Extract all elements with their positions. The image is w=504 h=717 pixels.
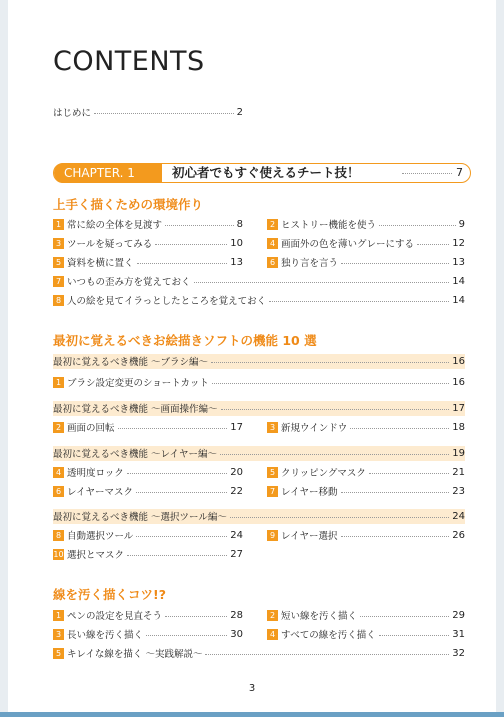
toc-group-heading[interactable] xyxy=(53,508,465,524)
entry-label: はじめに xyxy=(53,108,92,119)
number-badge: 4 xyxy=(267,629,278,640)
toc-entry[interactable] xyxy=(267,626,465,642)
entry-page: 13 xyxy=(230,256,243,268)
leader-dots xyxy=(136,536,227,537)
number-badge: 8 xyxy=(53,530,64,541)
toc-group-heading[interactable] xyxy=(53,353,465,369)
leader-dots xyxy=(127,555,227,556)
entry-label: すべての線を汚く描く xyxy=(281,630,376,641)
number-badge: 8 xyxy=(53,295,64,306)
leader-dots xyxy=(194,282,450,283)
leader-dots xyxy=(165,225,234,226)
entry-page: 19 xyxy=(452,447,465,459)
toc-entry[interactable] xyxy=(53,607,243,623)
entry-page: 14 xyxy=(452,275,465,287)
entry-page: 16 xyxy=(452,355,465,367)
entry-page: 22 xyxy=(230,485,243,497)
toc-entry[interactable] xyxy=(53,374,465,390)
toc-entry[interactable] xyxy=(53,626,243,642)
entry-label: ペンの設定を見直そう xyxy=(67,611,163,622)
chapter-banner[interactable] xyxy=(53,163,471,183)
entry-page: 12 xyxy=(452,237,465,249)
toc-entry[interactable] xyxy=(53,254,243,270)
entry-page: 23 xyxy=(452,485,465,497)
toc-entry[interactable] xyxy=(267,483,465,499)
entry-page: 10 xyxy=(230,237,243,249)
toc-entry[interactable] xyxy=(267,254,465,270)
entry-label: 画面外の色を薄いグレーにする xyxy=(281,239,415,250)
entry-page: 14 xyxy=(452,294,465,306)
number-badge: 6 xyxy=(53,486,64,497)
page xyxy=(8,0,496,717)
toc-entry[interactable] xyxy=(53,464,243,480)
number-badge: 1 xyxy=(53,610,64,621)
toc-entry[interactable] xyxy=(267,216,465,232)
leader-dots xyxy=(360,616,449,617)
entry-label: クリッピングマスク xyxy=(281,468,366,479)
number-badge: 2 xyxy=(53,422,64,433)
page-number: 3 xyxy=(248,683,256,694)
leader-dots xyxy=(341,263,449,264)
leader-dots xyxy=(94,113,234,114)
leader-dots xyxy=(137,263,228,264)
toc-entry[interactable] xyxy=(267,607,465,623)
leader-dots xyxy=(341,492,450,493)
entry-page: 27 xyxy=(230,548,243,560)
entry-label: 自動選択ツール xyxy=(67,531,134,542)
entry-page: 21 xyxy=(452,466,465,478)
toc-entry[interactable] xyxy=(53,483,243,499)
toc-entry[interactable] xyxy=(53,273,465,289)
entry-page: 8 xyxy=(236,218,243,230)
section-heading: 線を汚く描くコツ!? xyxy=(53,587,166,602)
toc-entry[interactable] xyxy=(267,527,465,543)
number-badge: 3 xyxy=(53,238,64,249)
entry-page: 17 xyxy=(230,421,243,433)
entry-label: 独り言を言う xyxy=(281,258,339,269)
number-badge: 3 xyxy=(267,422,278,433)
toc-entry[interactable] xyxy=(53,216,243,232)
number-badge: 5 xyxy=(53,648,64,659)
entry-label: ヒストリー機能を使う xyxy=(281,220,377,231)
entry-label: レイヤーマスク xyxy=(67,487,134,498)
group-label: 最初に覚えるべき機能 ～レイヤー編～ xyxy=(53,449,218,460)
leader-dots xyxy=(146,635,227,636)
entry-page: 24 xyxy=(452,510,465,522)
entry-page: 18 xyxy=(452,421,465,433)
entry-label: 短い線を汚く描く xyxy=(281,611,358,622)
number-badge: 1 xyxy=(53,219,64,230)
toc-entry[interactable] xyxy=(53,645,465,661)
number-badge: 7 xyxy=(53,276,64,287)
entry-label: 透明度ロック xyxy=(67,468,124,479)
leader-dots xyxy=(341,536,450,537)
group-label: 最初に覚えるべき機能 ～選択ツール編～ xyxy=(53,512,227,523)
number-badge: 5 xyxy=(267,467,278,478)
entry-page: 20 xyxy=(230,466,243,478)
bottom-stripe xyxy=(0,712,504,717)
number-badge: 9 xyxy=(267,530,278,541)
number-badge: 4 xyxy=(267,238,278,249)
toc-group-heading[interactable] xyxy=(53,445,465,461)
toc-entry[interactable] xyxy=(267,464,465,480)
number-badge: 7 xyxy=(267,486,278,497)
section-heading: 上手く描くための環境作り xyxy=(53,197,204,212)
toc-entry[interactable] xyxy=(53,292,465,308)
entry-label: 常に絵の全体を見渡す xyxy=(67,220,163,231)
entry-label: ブラシ設定変更のショートカット xyxy=(67,378,209,389)
entry-label: ツールを疑ってみる xyxy=(67,239,153,250)
entry-page: 17 xyxy=(452,402,465,414)
leader-dots xyxy=(269,301,449,302)
leader-dots xyxy=(221,409,450,410)
chapter-tag: CHAPTER. 1 xyxy=(54,163,162,183)
leader-dots xyxy=(118,428,228,429)
entry-label: 新規ウインドウ xyxy=(281,423,348,434)
entry-page: 13 xyxy=(452,256,465,268)
number-badge: 1 xyxy=(53,377,64,388)
entry-label: 選択とマスク xyxy=(67,550,125,561)
leader-dots xyxy=(402,173,452,174)
entry-page: 29 xyxy=(452,609,465,621)
toc-entry[interactable] xyxy=(53,546,243,562)
number-badge: 2 xyxy=(267,219,278,230)
leader-dots xyxy=(136,492,227,493)
toc-entry[interactable] xyxy=(53,419,243,435)
number-badge: 5 xyxy=(53,257,64,268)
toc-entry[interactable] xyxy=(53,527,243,543)
toc-entry-intro[interactable] xyxy=(53,104,243,120)
leader-dots xyxy=(155,244,227,245)
number-badge: 10 xyxy=(53,549,64,559)
entry-label: いつもの歪み方を覚えておく xyxy=(67,277,191,288)
leader-dots xyxy=(379,225,456,226)
group-label: 最初に覚えるべき機能 ～ブラシ編～ xyxy=(53,357,209,368)
entry-page: 2 xyxy=(236,106,243,118)
number-badge: 3 xyxy=(53,629,64,640)
entry-page: 9 xyxy=(458,218,465,230)
number-badge: 4 xyxy=(53,467,64,478)
leader-dots xyxy=(205,654,449,655)
entry-label: レイヤー選択 xyxy=(281,531,338,542)
leader-dots xyxy=(417,244,449,245)
entry-page: 16 xyxy=(452,376,465,388)
entry-page: 30 xyxy=(230,628,243,640)
toc-entry[interactable] xyxy=(53,235,243,251)
leader-dots xyxy=(230,517,449,518)
toc-entry[interactable] xyxy=(267,419,465,435)
section-heading: 最初に覚えるべきお絵描きソフトの機能 10 選 xyxy=(53,333,317,348)
entry-label: 画面の回転 xyxy=(67,423,115,434)
entry-page: 24 xyxy=(230,529,243,541)
leader-dots xyxy=(220,454,449,455)
leader-dots xyxy=(127,473,227,474)
entry-label: レイヤー移動 xyxy=(281,487,338,498)
entry-page: 26 xyxy=(452,529,465,541)
entry-page: 28 xyxy=(230,609,243,621)
number-badge: 2 xyxy=(267,610,278,621)
toc-entry[interactable] xyxy=(267,235,465,251)
entry-label: 長い線を汚く描く xyxy=(67,630,144,641)
group-label: 最初に覚えるべき機能 ～画面操作編～ xyxy=(53,404,218,415)
entry-page: 32 xyxy=(452,647,465,659)
leader-dots xyxy=(379,635,449,636)
number-badge: 6 xyxy=(267,257,278,268)
leader-dots xyxy=(212,383,449,384)
leader-dots xyxy=(369,473,449,474)
leader-dots xyxy=(350,428,449,429)
leader-dots xyxy=(211,362,449,363)
leader-dots xyxy=(165,616,227,617)
entry-page: 31 xyxy=(452,628,465,640)
toc-group-heading[interactable] xyxy=(53,400,465,416)
page-title: CONTENTS xyxy=(53,46,205,77)
chapter-page: 7 xyxy=(456,166,463,179)
entry-label: 人の絵を見てイラっとしたところを覚えておく xyxy=(67,296,267,307)
entry-label: キレイな線を描く ～実践解説～ xyxy=(67,649,203,660)
chapter-title: 初心者でもすぐ使えるチート技！ xyxy=(172,165,360,180)
entry-label: 資料を横に置く xyxy=(67,258,134,269)
